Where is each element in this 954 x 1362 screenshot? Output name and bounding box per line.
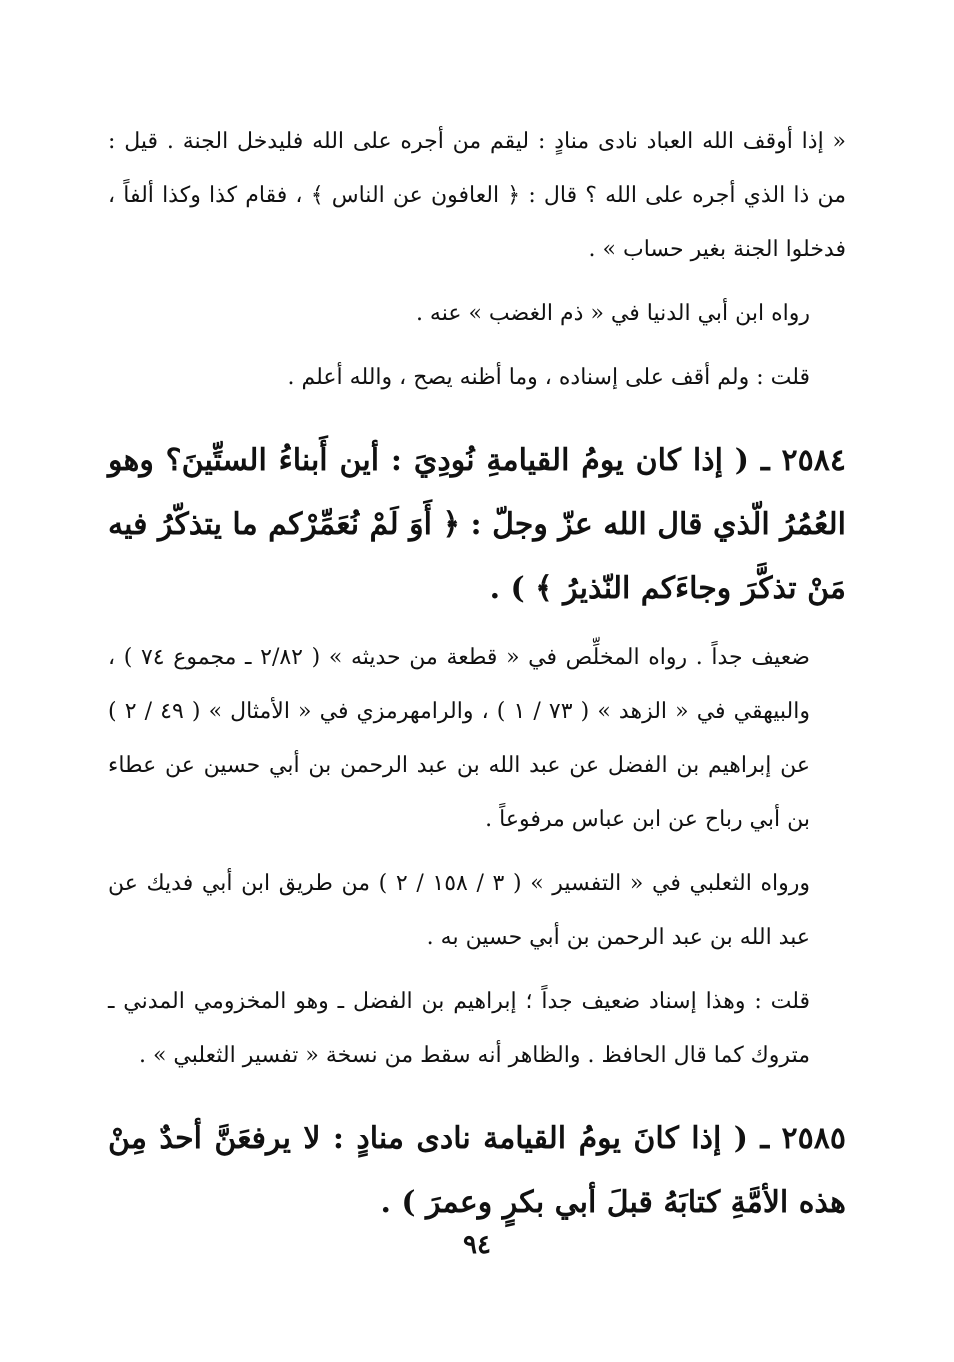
source-note: رواه ابن أبي الدنيا في « ذم الغضب » عنه . [415, 301, 810, 326]
page-number: ٩٤ [463, 1230, 491, 1260]
hadith-heading-2584: ٢٥٨٤ ـ ( إذا كان يومُ القيامةِ نُودِيَ : أين أَبناءُ الستِّينَ؟ وهو العُمُرُ الّذي قال الله عزّ وجلّ : ﴿ أَوَ لَمْ نُعَمِّرْكم ما يتذكّرُ فيه مَنْ تذكَّرَ وجاءَكم النّذيرُ ﴾ ) . [108, 443, 846, 606]
additional-source: ورواه الثعلبي في « التفسير » ( ٣ / ١٥٨ / ٢ ) من طريق ابن أبي فديك عن عبد الله بن عبد الرحمن بن أبي حسين به . [108, 871, 810, 950]
hadith-text-continuation: « إذا أوقف الله العباد نادى منادٍ : ليقم من أجره على الله فليدخل الجنة . قيل : من ذا الذي أجره على الله ؟ قال : ﴿ العافون عن الناس ﴾ ، فقام كذا وكذا ألفاً ، فدخلوا الجنة بغير حساب » . [108, 129, 846, 262]
author-analysis: قلت : وهذا إسناد ضعيف جداً ؛ إبراهيم بن الفضل ـ وهو المخزومي المدني ـ متروك كما قال الحافظ . والظاهر أنه سقط من نسخة « تفسير الثعلبي » . [108, 989, 811, 1068]
author-comment: قلت : ولم أقف على إسناده ، وما أظنه يصح ، والله أعلم . [287, 365, 810, 390]
grading-and-sources: ضعيف جداً . رواه المخلِّص في « قطعة من حديثه » ( ٢/٨٢ ـ مجموع ٧٤ ) ، والبيهقي في « الزهد » ( ٧٣ / ١ ) ، والرامهرمزي في « الأمثال » ( ٤٩ / ٢ ) عن إبراهيم بن الفضل عن عبد الله بن عبد الرحمن بن أبي حسين عن عطاء بن أبي رباح عن ابن عباس مرفوعاً . [108, 645, 810, 832]
hadith-heading-2585: ٢٥٨٥ ـ ( إذا كانَ يومُ القيامة نادى منادٍ : لا يرفعَنَّ أحدٌ مِنْ هذه الأمَّةِ كتابَهُ قبلَ أبي بكرٍ وعمرَ ) . [108, 1121, 846, 1220]
